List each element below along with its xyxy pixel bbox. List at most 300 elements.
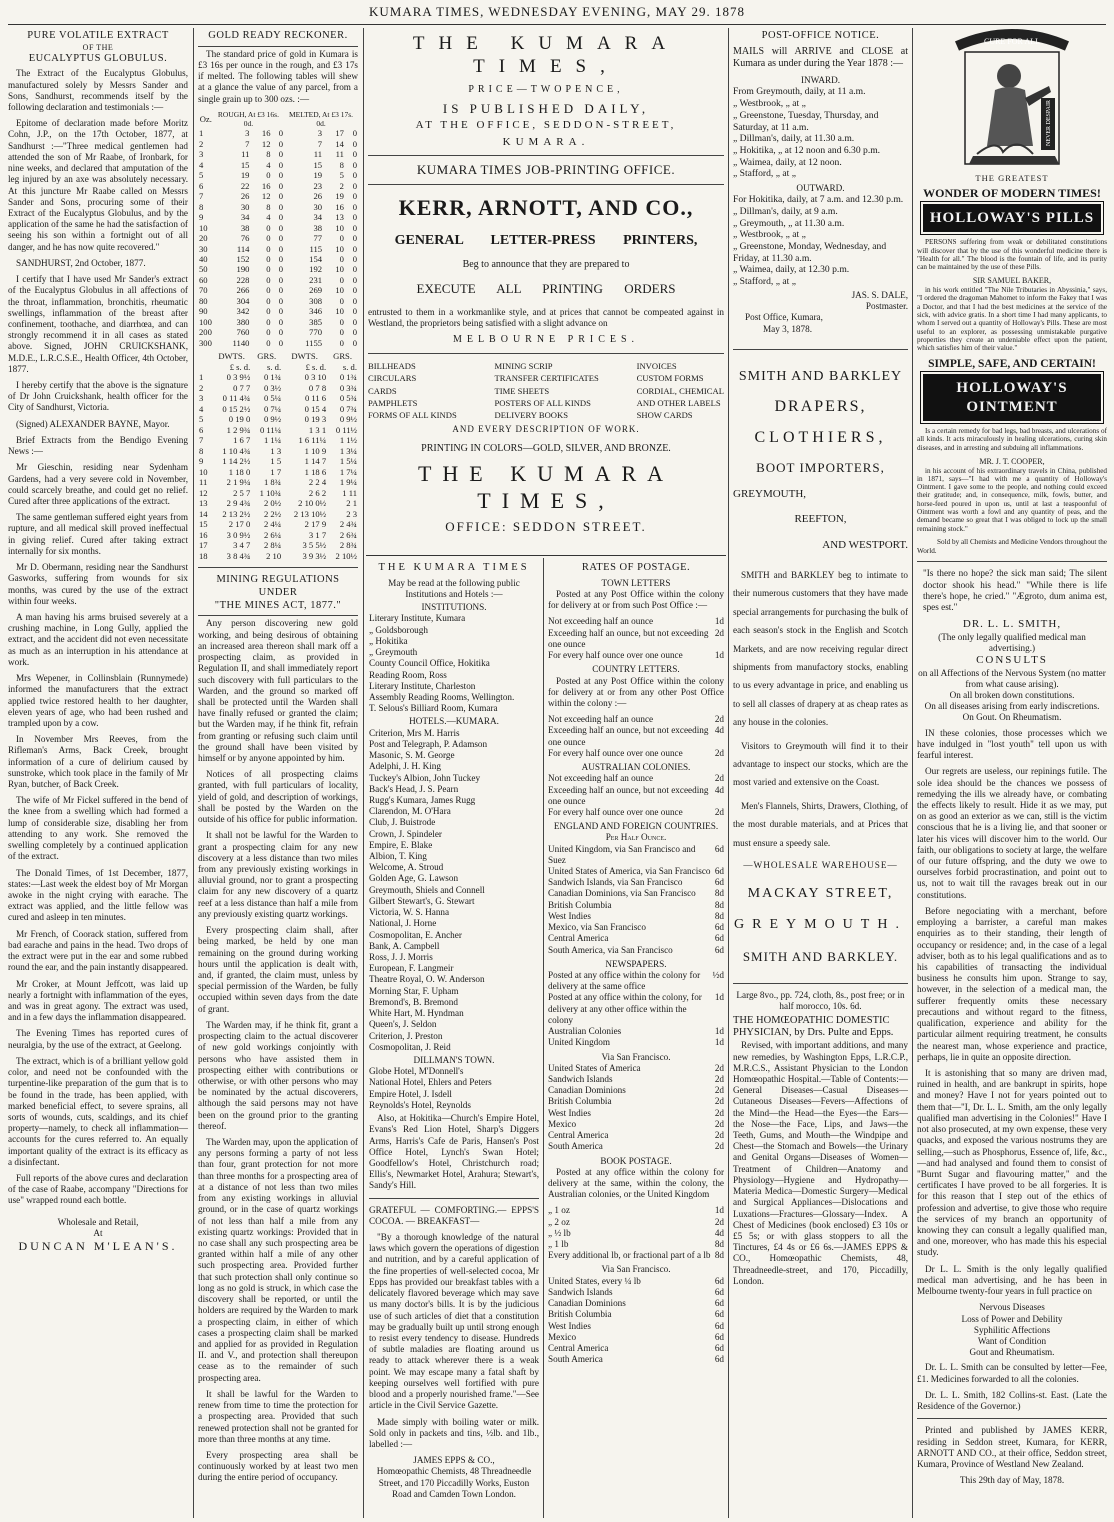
table-cell: 0: [339, 253, 344, 264]
table-row: [198, 160, 358, 170]
table-cell: 2 9 4¾: [226, 498, 251, 509]
table-cell: 0: [278, 327, 284, 338]
pills-body: PERSONS suffering from weak or debilitated constitutions will discover that by the use of this wonderful medicine there is "Health for all." The blood is the fountain of life, and its purity can be maintained by the use of these Pills.: [917, 238, 1107, 272]
table-row: [198, 477, 358, 487]
book-head: BOOK POSTAGE.: [600, 1155, 672, 1166]
rate-row: [548, 714, 724, 725]
rate-value: 2d: [714, 747, 724, 758]
table-cell: 10: [199, 466, 208, 477]
paragraph: It shall not be lawful for the Warden to grant a prospecting claim for any new discovery at a less distance than two miles from any previously existing workings in alluvial ground, nor to grant a prospecting claim for any new discovery of a quartz reef at a less distance than half a mile from any previously existing quartz workings.: [198, 830, 358, 919]
table-cell: 9: [199, 456, 204, 467]
rate-label: Canadian Dominions, via San Francisco: [548, 888, 696, 899]
table-cell: 4: [199, 159, 204, 170]
rate-value: 6d: [714, 1286, 724, 1297]
table-cell: 0: [352, 180, 357, 191]
table-cell: 1 2 9¾: [226, 424, 251, 435]
epps-firm: JAMES EPPS & CO.,: [413, 1455, 495, 1466]
table-cell: 60: [199, 274, 208, 285]
list-item: CUSTOM FORMS: [636, 373, 704, 384]
list-item: CIRCULARS: [368, 373, 417, 384]
hotels-list: [369, 728, 539, 1053]
homeo-title: THE HOMŒOPATHIC DOMESTIC PHYSICIAN, by Drs. Pulte and Epps.: [733, 1014, 894, 1039]
table-cell: 2 0½: [263, 498, 282, 509]
table-cell: 114: [236, 243, 250, 254]
table-cell: 154: [309, 253, 323, 264]
rate-value: 2d: [714, 1118, 724, 1129]
town-rates: [548, 616, 724, 661]
postage-column: [548, 560, 724, 1522]
table-cell: 2 13 2½: [222, 508, 251, 519]
table-cell: 0: [352, 212, 357, 223]
items-list: [495, 360, 599, 422]
table-cell: 1 10 4¾: [222, 445, 251, 456]
table-cell: 0: [278, 306, 284, 317]
table-row: [198, 498, 358, 508]
table-cell: 2 6 2: [308, 487, 327, 498]
sub-head: s. d.: [267, 361, 282, 372]
list-item: „ Goldsborough: [369, 624, 428, 635]
sb-greymouth-2: GREYMOUTH.: [734, 917, 907, 933]
table-cell: 2 17 0: [228, 519, 251, 530]
list-item: Empire, E. Blake: [369, 839, 433, 850]
rate-label: Mexico: [548, 1331, 577, 1342]
job-items: [368, 360, 724, 422]
table-cell: 0 11 6: [304, 393, 327, 404]
rate-value: 8d: [714, 1250, 724, 1261]
list-item: Literary Institute, Kumara: [369, 613, 466, 624]
table-cell: 10: [335, 243, 344, 254]
rate-row: [548, 1228, 724, 1239]
table-cell: 0: [266, 337, 271, 348]
list-item: Morning Star, F. Upham: [369, 985, 459, 996]
table-cell: 2: [199, 138, 204, 149]
table-cell: 0 11 4¾: [222, 393, 251, 404]
rate-value: 2d: [714, 627, 724, 638]
table-cell: 2: [199, 382, 204, 393]
cooper-head: MR. J. T. COOPER,: [979, 456, 1045, 466]
table-cell: 0: [278, 316, 284, 327]
table-cell: 0: [352, 170, 357, 181]
table-row: [198, 285, 358, 295]
rate-label: Mexico, via San Francisco: [548, 922, 646, 933]
list-item: Nervous Diseases: [979, 1302, 1045, 1313]
table-row: [198, 275, 358, 285]
inward-list: [733, 86, 908, 180]
rate-row: [548, 616, 724, 627]
rate-row: [548, 1037, 724, 1048]
town-line: KUMARA.: [502, 135, 590, 148]
colors-line: PRINTING IN COLORS—GOLD, SILVER, AND BRONZE.: [421, 442, 671, 454]
table-cell: 8: [266, 201, 271, 212]
table-cell: 18: [199, 550, 208, 561]
table-cell: 0: [266, 253, 271, 264]
table-cell: 192: [309, 264, 323, 275]
table-cell: 0 3 9½: [226, 372, 251, 383]
sb-greymouth: GREYMOUTH,: [733, 487, 807, 500]
list-item: AND OTHER LABELS: [636, 398, 721, 408]
table-cell: 11: [313, 149, 323, 160]
mining-title: MINING REGULATIONS UNDER: [216, 574, 340, 598]
paragraph: Every prospecting area shall be continuously worked by at least two men during the entire period of occupancy.: [198, 1449, 358, 1483]
table-cell: 1 7: [270, 466, 282, 477]
heading-line: OF THE: [82, 42, 114, 52]
table-cell: 152: [236, 253, 250, 264]
table-cell: 0: [278, 274, 284, 285]
paragraph: I certify that I have used Mr Sander's extract of the Eucalyptus Globulus in all affections of the throat, inflammation, bronchitis, rheumatic swellings, inflammation of the breast after confinement, toothache, and diarrhœa, and can strongly recommend it in all cases as stated above. Signed, JOHN CRUICKSHANK, M.D.E., L.R.C.S.E., Health Officer, 4th October, 1877.: [8, 274, 188, 374]
rate-label: South America, via San Francisco: [548, 944, 673, 955]
homeo-body: Revised, with important additions, and many new remedies, by Washington Epps, L.R.C.P., M.R.C.S., Assistant Physician to the London Homœopathic Hospital.—Table of Contents:—General Diseases—Casual Diseases—Cutaneous Diseases—Fevers—Affections of the Mind—the Head—the Eyes—the Ears—the Nose—the Face, Lips, and Jaws—the Teeth, Gums, and Mouth—the Windpipe and Chest—the Stomach and Bowels—the Urinary and Genital Organs—Diseases of Women—Treatment of Children—Anatomy and Physiology—Hygiene and Hydropathy—Materia Medica—Domestic Surgery—Medical and Surgical Appliances—Dislocations and Luxations—Fractures—Glossary—Index. A Chest of Medicines (book enclosed) £3 10s or £5 5s; or with glass stoppers to all the Tinctures, £4 4s or £6 6s.—JAMES EPPS & CO., Homœopathic Chemists, 48, Threadneedle-street, and 170, Piccadilly, London.: [733, 1040, 908, 1286]
table-cell: 30: [313, 201, 323, 212]
rate-value: 6d: [714, 933, 724, 944]
table-cell: 77: [313, 233, 323, 244]
sb-reefton: REEFTON,: [794, 513, 847, 526]
table-cell: 0 19 3: [304, 414, 327, 425]
table-cell: 0: [278, 170, 284, 181]
rate-value: 2d: [714, 1073, 724, 1084]
rate-value: 2d: [714, 1062, 724, 1073]
institutions-head: INSTITUTIONS.: [421, 602, 487, 613]
rate-row: [548, 1332, 724, 1343]
table-cell: 3: [199, 393, 204, 404]
rate-row: [548, 945, 724, 956]
firm-name: KERR, ARNOTT, AND CO.,: [398, 195, 694, 221]
table-cell: 0: [266, 306, 271, 317]
table-cell: 1 7¼: [339, 466, 357, 477]
table-row: [198, 414, 358, 424]
hotels-head: HOTELS.—KUMARA.: [409, 716, 499, 727]
list-item: Cosmopolitan, J. Reid: [369, 1041, 451, 1052]
table-cell: 0: [266, 264, 271, 275]
table-cell: 1 14 2½: [222, 456, 251, 467]
table-cell: 0: [352, 201, 357, 212]
table-cell: 4: [266, 159, 271, 170]
table-cell: 10: [335, 306, 344, 317]
table-cell: 0 3½: [263, 382, 282, 393]
divider: [917, 1418, 1107, 1419]
paragraph: It shall be lawful for the Warden to renew from time to time the protection for a prospecting area. Provided that such renewed protection shall not be granted for more than three months at any time.: [198, 1388, 358, 1444]
paragraph: The Warden may, if he think fit, grant a prospecting claim to the actual discoverer of new gold workings conjointly with persons who have assisted them in prospecting either with contributions or otherwise, or with other persons who may be nominated by the actual discoverers, although the said persons may not have been on the ground prior to the granting thereof.: [198, 1019, 358, 1131]
list-item: „ Dillman's, daily, at 11.30 a.m.: [733, 133, 855, 145]
paper-title: THE KUMARA TIMES,: [412, 33, 680, 78]
table-cell: 2: [339, 180, 344, 191]
list-item: Criterion, Mrs M. Harris: [369, 727, 460, 738]
table-cell: 90: [199, 306, 208, 317]
paragraph: Mr Croker, at Mount Jeffcott, was laid up nearly a fortnight with inflammation of the eyes, and was in great agony. The extract was used, and in a few days the inflammation disappeared.: [8, 978, 188, 1023]
paragraph: IN these colonies, those processes which we have indulged in "lost youth" tell upon us with fearful interest.: [917, 727, 1107, 761]
rate-label: West Indies: [548, 910, 591, 921]
retailer-name: DUNCAN M'LEAN'S.: [18, 1239, 178, 1254]
list-item: Masonic, S. M. George: [369, 750, 455, 761]
sb-end: SMITH AND BARKLEY.: [742, 949, 899, 965]
table-row: [198, 149, 358, 159]
table-cell: 2 13 10½: [293, 508, 327, 519]
list-item: Albion, T. King: [369, 851, 427, 862]
rate-value: 6d: [714, 1343, 724, 1354]
table-row: [198, 233, 358, 243]
consults: CONSULTS: [976, 654, 1048, 667]
table-row: [198, 435, 358, 445]
col-head: Oz.: [199, 113, 212, 124]
rate-label: Not exceeding half an ounce: [548, 616, 654, 627]
list-item: SHOW CARDS: [636, 410, 693, 421]
list-item: MINING SCRIP: [494, 360, 553, 371]
table-cell: 0: [339, 327, 344, 338]
table-cell: 0: [352, 306, 357, 317]
table-cell: 0: [352, 285, 357, 296]
rate-row: [548, 1298, 724, 1309]
paragraph: In November Mrs Reeves, from the Rifleman's Arms, Back Creek, brought information of a cure of delirium caused by sunstroke, which took place in the family of Mr Ryan, butcher, of Back Creek.: [8, 734, 188, 790]
rate-label: Mexico: [548, 1118, 577, 1129]
table-cell: 3: [317, 128, 323, 139]
rate-value: 6d: [714, 1354, 724, 1365]
rate-row: [548, 807, 724, 818]
table-row: [198, 244, 358, 254]
list-item: Literary Institute, Charleston: [369, 680, 476, 691]
list-item: Bank, A. Campbell: [369, 940, 440, 951]
list-item: Reynolds's Hotel, Reynolds: [369, 1099, 471, 1110]
table-cell: 0: [278, 243, 284, 254]
table-row: [198, 202, 358, 212]
rate-label: South America: [548, 1354, 603, 1365]
rate-row: [548, 650, 724, 661]
published-line: IS PUBLISHED DAILY,: [442, 100, 650, 116]
rate-value: 6d: [714, 1331, 724, 1342]
table-cell: 11: [241, 149, 250, 160]
poem: "Is there no hope? the sick man said; The silent doctor shook his head." "While there is life there's hope, he cried." "Ægroto, dum anima est, spes est.": [923, 568, 1107, 613]
price-line: PRICE—TWOPENCE,: [468, 84, 624, 96]
rate-row: [548, 1343, 724, 1354]
table-cell: 1 18 6: [304, 466, 327, 477]
rate-label: Sandwich Islands: [548, 1073, 613, 1084]
table-cell: 0 11½: [335, 424, 357, 435]
table-cell: 2 17 9: [304, 519, 327, 530]
sb-mens: Men's Flannels, Shirts, Drawers, Clothing, of the most durable materials, and at Prices that must ensure a speedy sale.: [733, 800, 908, 848]
job-office-title: KUMARA TIMES JOB-PRINTING OFFICE.: [416, 162, 676, 178]
table-cell: 346: [309, 306, 323, 317]
table-cell: 0: [339, 337, 344, 348]
table-cell: 0 15 2½: [222, 403, 251, 414]
list-item: „ Stafford, „ at „: [733, 168, 796, 180]
table-cell: 9: [199, 212, 204, 223]
list-item: „ Waimea, daily, at 12.30 p.m.: [733, 264, 850, 276]
table-cell: 2 4¼: [263, 519, 282, 530]
table-cell: 0: [266, 274, 271, 285]
table-cell: 0: [266, 295, 271, 306]
table-row: [198, 306, 358, 316]
table-cell: 0: [278, 295, 284, 306]
aus-rates: [548, 773, 724, 818]
rate-label: Australian Colonies: [548, 1026, 622, 1037]
table-row: [198, 327, 358, 337]
list-item: „ Stafford, „ at „: [733, 276, 796, 288]
rate-row: [548, 911, 724, 922]
postage-title: RATES OF POSTAGE.: [581, 562, 691, 573]
eucalyptus-column: [8, 28, 188, 1522]
rate-label: Central America: [548, 1130, 609, 1141]
table-row: [198, 372, 358, 382]
rate-row: [548, 1119, 724, 1130]
paragraph: A man having his arms bruised severely at a crushing machine, in Long Gully, applied the extract, and the accident did not even necessitate as much as an interruption in his attendance at work.: [8, 611, 188, 667]
heading-line: PURE VOLATILE EXTRACT: [27, 30, 169, 41]
table-cell: 8: [199, 201, 204, 212]
table-row: [198, 488, 358, 498]
column-rule: [728, 28, 729, 1518]
list-item: For Hokitika, daily, at 7 a.m. and 12.30 p.m.: [733, 194, 904, 206]
rate-row: [548, 1026, 724, 1037]
rate-row: [548, 844, 724, 866]
consults-1: on all Affections of the Nervous System (no matter from what cause arising).: [918, 667, 1106, 689]
list-item: TIME SHEETS: [494, 385, 550, 396]
table-cell: 1 3: [270, 445, 282, 456]
table-cell: 1 1½: [339, 435, 357, 446]
consults-3: On all diseases arising from early indiscretions.: [924, 701, 1100, 712]
rate-row: [548, 1074, 724, 1085]
divider: [733, 349, 908, 350]
rate-value: 2d: [714, 1141, 724, 1152]
table-cell: 0: [278, 149, 284, 160]
rate-row: [548, 628, 724, 650]
table-cell: 11: [335, 149, 344, 160]
table-cell: 50: [199, 264, 208, 275]
list-item: Ross, J. J. Morris: [369, 952, 433, 963]
paragraph: The Extract of the Eucalyptus Globulus, manufactured solely by Messrs Sander and Sons, Sandhurst, recommends itself by the following declaration and testimonials :—: [8, 68, 188, 112]
country-intro: Posted at any Post Office within the colony for delivery at or from any other Post Office within the colony :—: [548, 675, 724, 708]
table-cell: 10: [335, 222, 344, 233]
table-cell: 0 9½: [339, 414, 357, 425]
table-cell: 2 6¼: [263, 529, 282, 540]
table-cell: 20: [199, 233, 208, 244]
table-cell: 3 8 4¾: [226, 550, 251, 561]
table-cell: 2 1: [346, 498, 357, 509]
list-item: POSTERS OF ALL KINDS: [494, 398, 591, 408]
list-item: T. Selous's Billiard Room, Kumara: [369, 703, 498, 714]
list-item: INVOICES: [636, 360, 677, 371]
table-cell: 22: [240, 180, 250, 191]
list-item: Assembly Reading Rooms, Wellington.: [369, 691, 515, 702]
table-cell: 12: [261, 191, 271, 202]
rate-value: 8d: [714, 899, 724, 910]
paragraph: I hereby certify that the above is the signature of Dr John Cruickshank, health officer for the City of Sandhurst, Victoria.: [8, 380, 188, 413]
list-item: PAMPHLETS: [368, 398, 418, 408]
list-item: DELIVERY BOOKS: [494, 410, 568, 421]
rate-row: [548, 1287, 724, 1298]
list-item: Post and Telegraph, P. Adamson: [369, 738, 488, 749]
book-extra: [548, 1250, 724, 1261]
printing-ad: [368, 28, 724, 558]
banner-text: CURE FOR ALL: [983, 37, 1041, 46]
book-rates: [548, 1205, 724, 1250]
sb-drapers: DRAPERS,: [774, 397, 867, 415]
table-cell: 2 2 4: [308, 477, 327, 488]
rate-row: [548, 1096, 724, 1107]
rate-label: Sandwich Islands: [548, 1286, 613, 1297]
list-item: Club, J. Buistrode: [369, 817, 436, 828]
table-cell: 2 10 0½: [298, 498, 327, 509]
table-cell: 38: [240, 222, 250, 233]
mails-intro: MAILS will ARRIVE and CLOSE at Kumara as under during the Year 1878 :—: [733, 45, 908, 69]
list-item: TRANSFER CERTIFICATES: [494, 373, 599, 384]
read-at-column: [369, 560, 539, 1522]
rate-row: [548, 1321, 724, 1332]
table-cell: 300: [199, 337, 212, 348]
rate-value: 2d: [714, 806, 724, 817]
table-cell: 308: [309, 295, 323, 306]
rate-value: 2d: [714, 1085, 724, 1096]
list-item: Victoria, W. S. Hanna: [369, 907, 450, 918]
table-cell: 0: [352, 191, 357, 202]
rate-label: Canadian Dominions: [548, 1298, 626, 1309]
table-cell: 5: [339, 170, 344, 181]
table-row: [198, 456, 358, 466]
table-cell: 14: [199, 508, 208, 519]
paragraph: Mr Gieschin, residing near Sydenham Gardens, had a very severe cold in November, could scarcely breathe, and could get no relief. Cured after three applications of the extract.: [8, 462, 188, 506]
divider: [369, 1198, 539, 1199]
table-cell: 0: [278, 212, 284, 223]
epps-body: "By a thorough knowledge of the natural laws which govern the operations of digestion and nutrition, and by a careful application of the fine properties of well-selected cocoa, Mr Epps has provided our breakfast tables with a delicately flavored beverage which may save us many doctor's bills. It is by the judicious use of such articles of diet that a constitution may be gradually built up until strong enough to resist every tendency to disease. Hundreds of subtle maladies are floating around us ready to attack wherever there is a weak point. We may escape many a fatal shaft by keeping ourselves well fortified with pure blood and a properly nourished frame."—See article in the Civil Service Gazette.: [369, 1232, 539, 1411]
printed-line: Printed and published by JAMES KERR, residing in Seddon street, Kumara, for KERR, ARNOTT AND CO., at their office, Seddon street, Kumara, Province of Westland New Zealand.: [917, 1425, 1107, 1469]
institutions-list: [369, 613, 539, 714]
announce-line: Beg to announce that they are prepared to: [462, 258, 630, 270]
baker-body: in his work entitled "The Nile Tributaries in Abyssinia," says, "I ordered the dragoman Mahomet to inform the Fakey that I was a Doctor, and that I had the best medicines at the service of the sick, with advice gratis. In a short time I had many applicants, to whom I served out a quantity of Holloway's Pills. These are most useful to an explorer, as possessing unmistakable purgative properties they create an undeniable effect upon the patient, which satisfies him of their value.": [917, 286, 1107, 353]
melbourne-line: MELBOURNE PRICES.: [452, 334, 640, 346]
col-head: DWTS.: [291, 351, 318, 362]
dillman-head: DILLMAN'S TOWN.: [413, 1054, 495, 1065]
table-row: [198, 519, 358, 529]
table-cell: 0: [266, 170, 271, 181]
column-rule: [363, 28, 364, 1518]
rate-label: British Columbia: [548, 1309, 612, 1320]
table-row: [198, 128, 358, 138]
table-cell: 16: [261, 128, 271, 139]
rate-row: [548, 1130, 724, 1141]
consults-4: On Gout. On Rheumatism.: [962, 712, 1062, 723]
table-row: [198, 530, 358, 540]
list-item: National Hotel, Ehlers and Peters: [369, 1077, 492, 1088]
table-cell: 3 4 7: [233, 540, 251, 551]
table-cell: 19: [240, 170, 250, 181]
paragraph: Mrs Wepener, in Collinsblain (Runnymede) informed the manufacturers that the extract applied twice restored health to her daughter, eleven years of age, who had been rushed and trampled upon by a cow.: [8, 673, 188, 728]
wholesale-line: Wholesale and Retail,: [57, 1216, 139, 1227]
table-cell: 26: [240, 191, 250, 202]
divider: [368, 184, 724, 185]
printed-date: This 29th day of May, 1878.: [959, 1475, 1065, 1486]
list-item: „ Waimea, daily, at 12 noon.: [733, 156, 842, 168]
table-cell: 1 8¾: [263, 477, 282, 488]
list-item: Crown, J. Spindeler: [369, 828, 442, 839]
rate-row: [548, 725, 724, 747]
table-cell: 15: [199, 519, 208, 530]
paragraph: The same gentleman suffered eight years from rupture, and all medical skill proved ineffectual in giving relief. Cured after taking extract internally for six months.: [8, 512, 188, 556]
table-cell: 0: [339, 295, 344, 306]
table-cell: 0 7 7: [233, 382, 251, 393]
table-row: [198, 383, 358, 393]
table-cell: 4: [199, 403, 204, 414]
paragraph: The Warden may, upon the application of any persons forming a party of not less than four, grant protection for not more than three months for a prospecting area of at a distance of not less than two miles from any existing workings in alluvial ground, or in the case of quartz workings of not less than half a mile from any existing quartz workings: Provided that in no case shall any such prospecting area be granted within half a mile of any other such prospecting area. Provided further that such protection shall only continue so long as no gold is struck, in which case the discovery shall be reported, or until the holders are required by the Warden to mark a prospecting claim, in either of which cases a prospecting claim shall be marked and applied for as provided in Regulation II. and V., and protection shall thereupon cease as to the remainder of such prospecting area.: [198, 1137, 358, 1383]
divider: [198, 615, 358, 616]
rate-label: „ 2 oz: [548, 1216, 570, 1227]
sub-head: [198, 362, 212, 372]
paragraph: Dr L. L. Smith is the only legally qualified medical man advertising, and he has been in Melbourne twenty-four years in full practice on: [917, 1263, 1107, 1297]
rate-label: West Indies: [548, 1107, 591, 1118]
at-line: At: [93, 1227, 103, 1238]
list-item: County Council Office, Hokitika: [369, 658, 490, 669]
greatest-line: THE GREATEST: [975, 173, 1049, 183]
inward-head: INWARD.: [800, 75, 841, 86]
table-cell: 0: [266, 243, 271, 254]
table-cell: 5: [199, 414, 204, 425]
list-item: „ Hokitika: [369, 635, 408, 646]
divider: [917, 561, 1107, 562]
